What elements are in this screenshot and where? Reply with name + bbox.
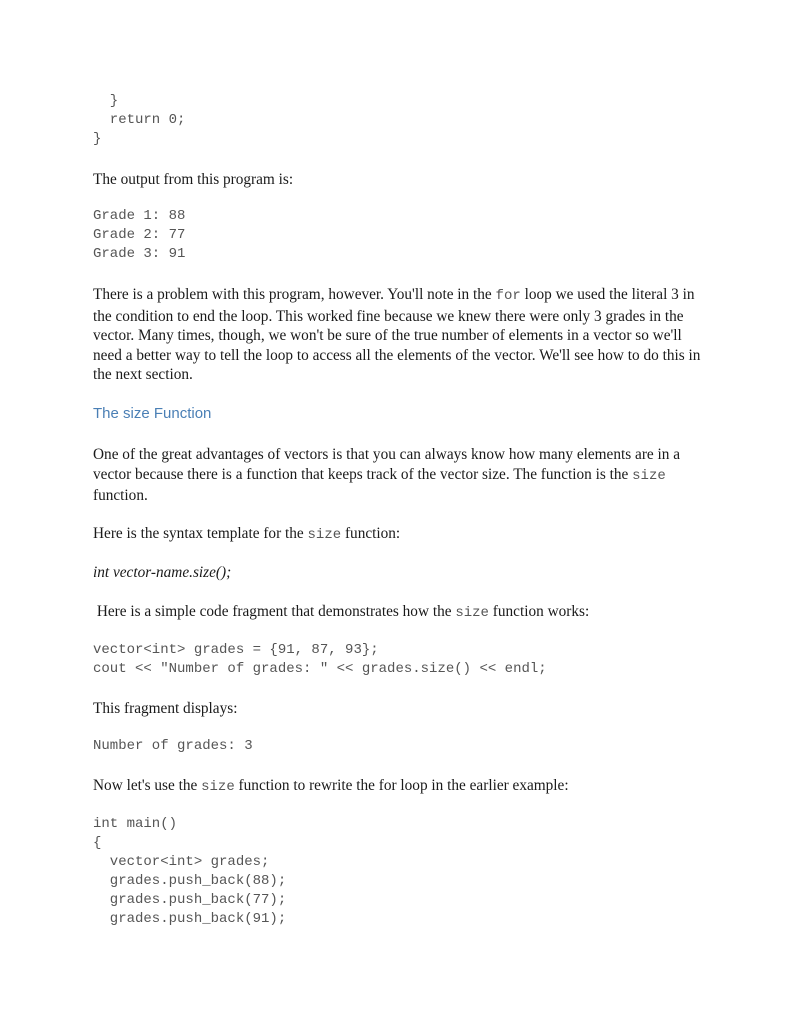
inline-code: size <box>632 467 666 484</box>
paragraph-text: One of the great advantages of vectors is that you can always know how many elements are in a vector because there is a function that keeps track of the vector size. The function is the <box>93 446 681 483</box>
problem-paragraph <box>93 285 703 385</box>
code-line: { <box>93 835 102 851</box>
code-line: vector<int> grades = {91, 87, 93}; <box>93 642 379 658</box>
displays-intro-text: This fragment displays: <box>93 700 238 717</box>
inline-code: size <box>455 605 489 621</box>
paragraph-text: Now let's use the <box>93 777 202 794</box>
rewrite-intro-paragraph <box>93 776 703 798</box>
syntax-template: int vector-name.size(); <box>93 564 232 581</box>
inline-code: size <box>307 527 342 543</box>
paragraph-text: There is a problem with this program, however. You'll note in the <box>93 286 496 303</box>
syntax-intro-paragraph <box>93 524 703 546</box>
section-heading: The size Function <box>93 405 212 422</box>
code-line: grades.push_back(88); <box>93 873 287 889</box>
fragment-intro-paragraph <box>93 602 703 624</box>
paragraph-text: function works: <box>488 603 590 620</box>
output-intro-text: The output from this program is: <box>93 171 294 188</box>
paragraph-text: function: <box>341 525 401 542</box>
advantages-paragraph <box>93 445 703 506</box>
displays-output-line: Number of grades: 3 <box>93 738 253 754</box>
code-line: } <box>93 93 119 109</box>
code-line: } <box>93 131 102 147</box>
output-line: Grade 3: 91 <box>93 246 186 262</box>
code-line: return 0; <box>93 112 186 128</box>
paragraph-text: Here is the syntax template for the <box>93 525 308 542</box>
inline-code: for <box>495 288 521 304</box>
code-line: grades.push_back(77); <box>93 892 287 908</box>
paragraph-text: function. <box>93 487 148 504</box>
output-line: Grade 2: 77 <box>93 227 186 243</box>
inline-code: size <box>201 779 235 795</box>
output-line: Grade 1: 88 <box>93 208 186 224</box>
paragraph-text: loop we used the literal 3 in the condition to end the loop. This worked fine because we knew there were only 3 grades in the vector. Many times, though, we won't be sure of the true number of elements in a vector so we'll need a better way to tell the loop to access all the elements of the vector. We'll see how to do this in the next section. <box>93 286 701 383</box>
code-line: cout << "Number of grades: " << grades.size() << endl; <box>93 661 547 677</box>
code-line: int main() <box>93 816 178 832</box>
paragraph-text: Here is a simple code fragment that demonstrates how the <box>93 603 456 620</box>
code-line: vector<int> grades; <box>93 854 270 870</box>
code-line: grades.push_back(91); <box>93 911 287 927</box>
paragraph-text: function to rewrite the for loop in the earlier example: <box>234 777 569 794</box>
